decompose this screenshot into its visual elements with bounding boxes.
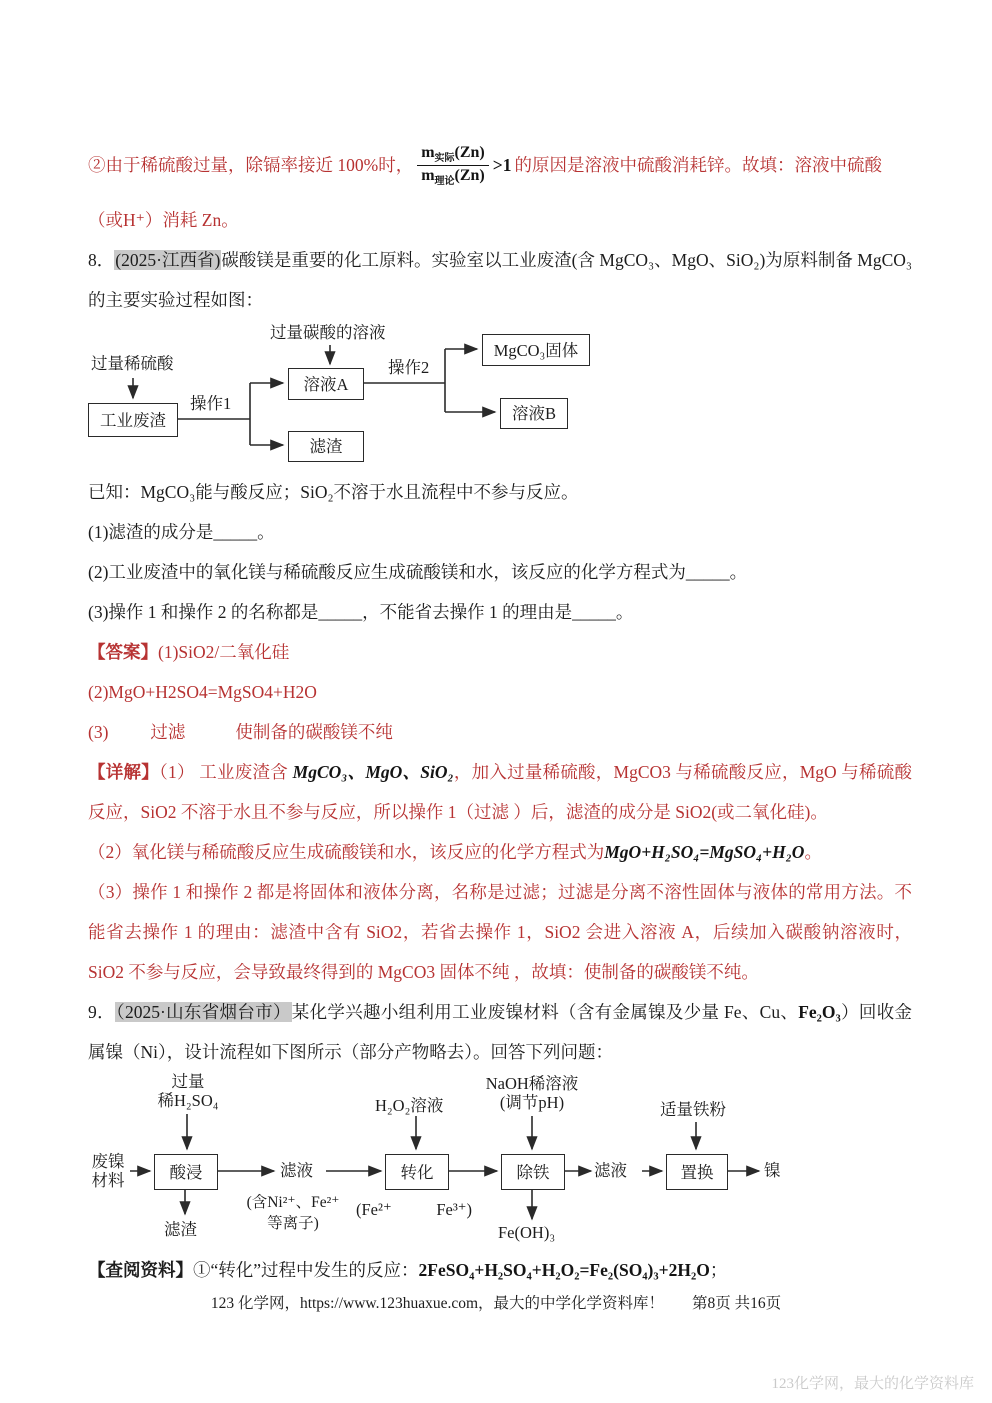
research-label: 【查阅资料】 [88, 1260, 193, 1280]
detail-paragraph-1: 【详解】（1） 工业废渣含 MgCO₃、MgO、SiO₂，加入过量稀硫酸，MgCO3 与稀硫酸反应，MgO 与稀硫酸反应，SiO2 不溶于水且不参与反应，所以操作 1（过滤 ）后，滤渣的成分是 SiO2(或二氧化硅)。 [88, 762, 913, 822]
watermark-text: 123化学网，最大的化学资料库 [771, 1376, 974, 1392]
box-mgco3-solid: MgCO₃固体 [482, 334, 590, 366]
fraction-denominator: $m_{理论}(Zn)$ [421, 167, 485, 188]
label-naoh-solution: NaOH稀溶液 (调节pH) [485, 1074, 579, 1112]
research-material-line: 【查阅资料】①“转化”过程中发生的反应：2FeSO₄+H₂SO₄+H₂O₂=Fe₂(SO₄)₃+2H₂O； [88, 1260, 728, 1280]
label-fe2-fe3-note: (Fe²⁺ Fe³⁺) [356, 1200, 472, 1219]
question-8-2: (2)工业废渣中的氧化镁与稀硫酸反应生成硫酸镁和水，该反应的化学方程式为_____。 [88, 562, 748, 582]
label-filtrate-2: 滤液 [594, 1161, 627, 1180]
label-iron-powder: 适量铁粉 [660, 1100, 726, 1119]
box-industrial-waste: 工业废渣 [88, 403, 178, 437]
label-operation-2: 操作2 [388, 358, 430, 377]
question-9-number: 9． [88, 1002, 115, 1022]
box-solution-b: 溶液B [500, 398, 568, 429]
box-remove-iron: 除铁 [501, 1154, 565, 1190]
label-excess-h2so4: 过量 稀H₂SO₄ [157, 1072, 219, 1110]
flow-diagram-mgco3 [88, 320, 912, 472]
note-cadmium-paragraph [88, 130, 912, 200]
answer-label: 【答案】 [88, 642, 158, 662]
flow-diagram-nickel [88, 1072, 912, 1250]
label-excess-carbonic-solution: 过量碳酸的溶液 [270, 323, 386, 342]
box-filter-residue: 滤渣 [288, 431, 364, 462]
box-displacement: 置换 [666, 1154, 728, 1190]
label-nickel-product: 镍 [764, 1161, 781, 1180]
box-solution-a: 溶液A [288, 368, 364, 400]
label-feoh3: Fe(OH)₃ [498, 1223, 556, 1242]
note-pre-text: ②由于稀硫酸过量，除镉率接近 100%时， [88, 155, 414, 175]
box-convert: 转化 [385, 1154, 449, 1190]
document-body [88, 130, 912, 1290]
formula-mgo-reaction: MgO+H₂SO₄=MgSO₄+H₂O [604, 842, 805, 862]
question-8-source-tag: (2025·江西省) [115, 250, 221, 270]
formula-fe2o3: Fe₂O₃ [798, 1002, 841, 1022]
answer-line-2: (2)MgO+H2SO4=MgSO4+H2O [88, 682, 317, 702]
label-waste-nickel-material: 废镍 材料 [91, 1152, 125, 1190]
known-facts: 已知：MgCO₃能与酸反应；SiO₂不溶于水且流程中不参与反应。 [88, 482, 579, 502]
fraction-numerator: $m_{实际}(Zn)$ [417, 143, 489, 166]
detail-label: 【详解】 [88, 762, 159, 782]
note-post-text: 的原因是溶液中硫酸消耗锌。故填：溶液中硫酸 [514, 155, 882, 175]
question-8-3: (3)操作 1 和操作 2 的名称都是_____，不能省去操作 1 的理由是_____。 [88, 602, 634, 622]
box-acid-leach: 酸浸 [154, 1154, 218, 1190]
question-8-stem: 8．(2025·江西省)碳酸镁是重要的化工原料。实验室以工业废渣(含 MgCO₃、MgO、SiO₂)为原料制备 MgCO₃的主要实验过程如图： [88, 250, 912, 310]
note-line2: （或H⁺）消耗 Zn。 [88, 210, 239, 230]
question-9-stem: 9．（2025·山东省烟台市）某化学兴趣小组利用工业废镍材料（含有金属镍及少量 Fe、Cu、Fe₂O₃）回收金属镍（Ni），设计流程如下图所示（部分产物略去）。回答下列问题： [88, 1002, 913, 1062]
page-footer [0, 1291, 992, 1313]
formula-feso4-reaction: 2FeSO₄+H₂SO₄+H₂O₂=Fe₂(SO₄)₃+2H₂O [418, 1260, 710, 1280]
answer-line-3: (3) 过滤 使制备的碳酸镁不纯 [88, 722, 393, 742]
mass-ratio-fraction [417, 143, 489, 187]
label-excess-sulfuric-acid: 过量稀硫酸 [91, 354, 174, 373]
label-filtrate-1: 滤液 [280, 1161, 313, 1180]
detail-paragraph-3: （3）操作 1 和操作 2 都是将固体和液体分离，名称是过滤；过滤是分离不溶性固体与液体的常用方法。不能省去操作 1 的理由：滤渣中含有 SiO2，若省去操作 1，SiO2 会进入溶液 A，后续加入碳酸钠溶液时，SiO2 不参与反应，会导致最终得到的 MgCO3 固体不纯 ，故填：使制备的碳酸镁不纯。 [88, 882, 912, 982]
label-residue: 滤渣 [164, 1220, 197, 1239]
question-9-source-tag: （2025·山东省烟台市） [115, 1002, 291, 1022]
detail-paragraph-2: （2）氧化镁与稀硫酸反应生成硫酸镁和水，该反应的化学方程式为MgO+H₂SO₄=MgSO₄+H₂O。 [88, 842, 822, 862]
label-filtrate-ions-note: (含Ni²⁺、Fe²⁺ 等离子) [246, 1194, 340, 1232]
footer-site-text: 123 化学网，https://www.123huaxue.com，最大的中学化学资料库！ [210, 1295, 665, 1312]
greater-than-one: >1 [492, 155, 512, 175]
label-h2o2-solution: H₂O₂溶液 [375, 1096, 444, 1115]
label-operation-1: 操作1 [190, 394, 232, 413]
question-8-number: 8． [88, 250, 115, 270]
question-8-1: (1)滤渣的成分是_____。 [88, 522, 275, 542]
formula-waste-components: MgCO₃、MgO、SiO₂ [292, 762, 454, 782]
footer-page-number: 第8页 共16页 [692, 1295, 782, 1312]
answer-line-1: 【答案】(1)SiO2/二氧化硅 [88, 642, 290, 662]
